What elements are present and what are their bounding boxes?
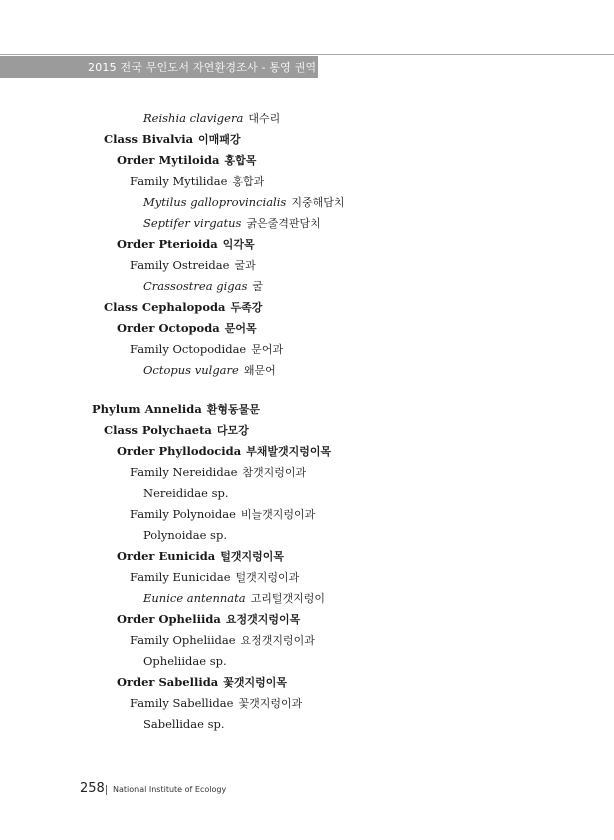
taxon-scientific-name: Order Octopoda	[117, 321, 220, 335]
taxon-scientific-name: Family Ostreidae	[130, 258, 230, 272]
taxon-korean-name: 문어목	[224, 322, 257, 335]
taxon-row-family	[130, 172, 264, 190]
taxon-row-class	[104, 130, 241, 148]
taxon-row-genus_sp	[143, 484, 229, 502]
taxon-scientific-name: Eunice antennata	[143, 591, 246, 605]
taxon-row-family	[130, 463, 306, 481]
taxon-row-class	[104, 421, 249, 439]
taxon-scientific-name: Family Octopodidae	[130, 342, 247, 356]
taxon-korean-name: 고리털갯지렁이	[250, 592, 326, 605]
taxon-korean-name: 참갯지렁이과	[242, 466, 307, 479]
taxon-korean-name: 문어과	[251, 343, 284, 356]
taxon-row-species	[143, 109, 280, 127]
taxon-row-genus_sp	[143, 715, 225, 733]
taxon-korean-name: 털갯지렁이목	[220, 550, 284, 563]
taxon-korean-name: 굴과	[234, 259, 256, 272]
taxon-korean-name: 털갯지렁이과	[235, 571, 300, 584]
taxon-row-family	[130, 505, 315, 523]
taxon-korean-name: 홍합목	[224, 154, 257, 167]
taxon-row-order	[117, 319, 257, 337]
footer-divider	[106, 785, 107, 795]
taxon-row-species	[143, 193, 344, 211]
taxon-row-order	[117, 151, 256, 169]
taxon-scientific-name: Polynoidae sp.	[143, 528, 227, 542]
taxon-row-order	[117, 235, 255, 253]
taxon-scientific-name: Order Phyllodocida	[117, 444, 242, 458]
taxon-korean-name: 굵은줄격판담치	[246, 217, 321, 230]
taxon-scientific-name: Order Eunicida	[117, 549, 216, 563]
taxon-row-genus_sp	[143, 526, 227, 544]
taxon-korean-name: 부채발갯지렁이목	[246, 445, 332, 458]
taxon-row-class	[104, 298, 262, 316]
taxon-korean-name: 왜문어	[243, 364, 276, 377]
taxon-korean-name: 비늘갯지렁이과	[240, 508, 316, 521]
taxon-row-family	[130, 694, 302, 712]
taxon-scientific-name: Family Eunicidae	[130, 570, 231, 584]
taxon-row-phylum	[92, 400, 260, 418]
taxon-scientific-name: Order Sabellida	[117, 675, 219, 689]
taxon-scientific-name: Octopus vulgare	[143, 363, 239, 377]
taxon-scientific-name: Family Opheliidae	[130, 633, 236, 647]
header-rule	[0, 54, 614, 55]
taxon-korean-name: 요정갯지렁이과	[240, 634, 315, 647]
taxon-korean-name: 요정갯지렁이목	[225, 613, 301, 626]
taxon-korean-name: 꽃갯지렁이목	[223, 676, 287, 689]
taxon-scientific-name: Sabellidae sp.	[143, 717, 225, 731]
taxon-row-species	[143, 214, 321, 232]
taxon-korean-name: 꽃갯지렁이과	[238, 697, 303, 710]
taxon-scientific-name: Nereididae sp.	[143, 486, 229, 500]
taxon-row-genus_sp	[143, 652, 227, 670]
taxon-row-species	[143, 589, 325, 607]
taxon-korean-name: 익각목	[222, 238, 255, 251]
taxon-korean-name: 두족강	[230, 301, 263, 314]
taxon-scientific-name: Order Pterioida	[117, 237, 218, 251]
taxon-row-family	[130, 256, 256, 274]
taxon-korean-name: 다모강	[216, 424, 249, 437]
taxon-scientific-name: Family Sabellidae	[130, 696, 234, 710]
taxon-korean-name: 지중해담치	[291, 196, 345, 209]
taxon-scientific-name: Mytilus galloprovincialis	[143, 195, 287, 209]
taxon-row-species	[143, 277, 263, 295]
taxon-scientific-name: Phylum Annelida	[92, 402, 202, 416]
taxon-korean-name: 홍합과	[232, 175, 265, 188]
taxon-scientific-name: Class Bivalvia	[104, 132, 194, 146]
running-header: 2015 전국 무인도서 자연환경조사 - 통영 권역	[88, 61, 317, 74]
taxon-scientific-name: Order Mytiloida	[117, 153, 220, 167]
taxon-scientific-name: Order Opheliida	[117, 612, 221, 626]
taxon-korean-name: 이매패강	[198, 133, 241, 146]
taxon-row-order	[117, 442, 331, 460]
taxon-scientific-name: Opheliidae sp.	[143, 654, 227, 668]
taxon-scientific-name: Septifer virgatus	[143, 216, 242, 230]
taxon-row-order	[117, 673, 287, 691]
page-number: 258	[80, 781, 105, 796]
taxon-korean-name: 환형동물문	[206, 403, 260, 416]
taxon-scientific-name: Class Cephalopoda	[104, 300, 226, 314]
taxon-korean-name: 대수리	[248, 112, 281, 125]
taxon-scientific-name: Family Nereididae	[130, 465, 238, 479]
taxon-scientific-name: Reishia clavigera	[143, 111, 244, 125]
taxon-row-family	[130, 631, 315, 649]
footer-publisher: National Institute of Ecology	[113, 785, 227, 794]
taxon-row-order	[117, 610, 300, 628]
taxon-row-family	[130, 568, 299, 586]
taxon-scientific-name: Family Mytilidae	[130, 174, 228, 188]
taxon-scientific-name: Crassostrea gigas	[143, 279, 248, 293]
taxon-scientific-name: Class Polychaeta	[104, 423, 212, 437]
taxon-scientific-name: Family Polynoidae	[130, 507, 236, 521]
taxon-row-family	[130, 340, 283, 358]
taxon-row-species	[143, 361, 276, 379]
taxon-row-order	[117, 547, 284, 565]
taxon-korean-name: 굴	[252, 280, 264, 293]
